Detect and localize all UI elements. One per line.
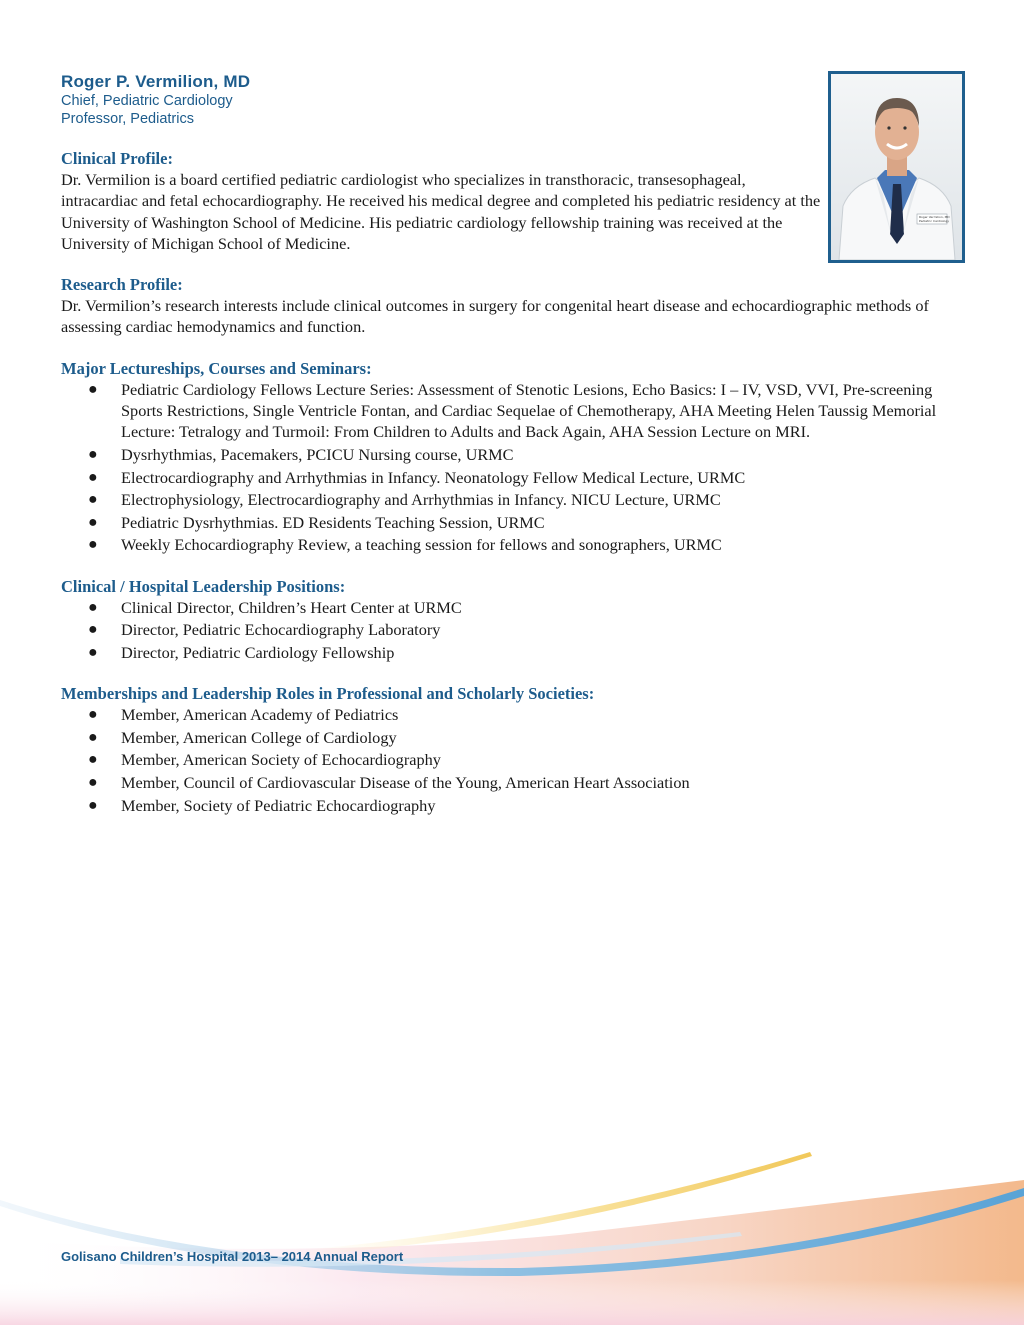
footer-report-title: Golisano Children’s Hospital 2013– 2014 Annual Report	[61, 1249, 404, 1264]
list-item: ● Member, American Academy of Pediatrics	[88, 705, 399, 725]
bullet-icon: ●	[88, 751, 98, 769]
list-item: ● Director, Pediatric Echocardiography Laboratory	[88, 620, 441, 640]
list-item: ● Member, Council of Cardiovascular Disease of the Young, American Heart Association	[88, 772, 690, 792]
physician-name: Roger P. Vermilion, MD	[61, 72, 251, 91]
clinical-profile-section	[61, 148, 966, 254]
job-title-professor: Professor, Pediatrics	[61, 111, 194, 127]
research-profile-section	[61, 274, 966, 338]
clinical-profile-text: Dr. Vermilion is a board certified pediatric cardiologist who specializes in transthoracic, transesophageal, intracardiac and fetal echocardiography. He received his medical degree and completed his pediatric residency at the University of Washington School of Medicine. His pediatric cardiology fellowship training was received at the University of Michigan School of Medicine.	[61, 170, 821, 253]
list-item: ● Pediatric Dysrhythmias. ED Residents Teaching Session, URMC	[88, 512, 545, 532]
list-item: ● Electrocardiography and Arrhythmias in Infancy. Neonatology Fellow Medical Lecture, URMC	[88, 467, 746, 487]
bullet-icon: ●	[88, 598, 98, 616]
lectureships-section	[61, 358, 966, 556]
research-profile-text: Dr. Vermilion’s research interests include clinical outcomes in surgery for congenital heart disease and echocardiographic methods of assessing cardiac hemodynamics and function.	[61, 296, 929, 337]
leadership-heading: Clinical / Hospital Leadership Positions:	[61, 576, 346, 596]
memberships-heading: Memberships and Leadership Roles in Professional and Scholarly Societies:	[61, 684, 595, 704]
list-item: ● Electrophysiology, Electrocardiography and Arrhythmias in Infancy. NICU Lecture, URMC	[88, 490, 721, 510]
header	[61, 72, 801, 128]
lectureships-heading: Major Lectureships, Courses and Seminars:	[61, 358, 372, 378]
leadership-list	[61, 597, 966, 663]
bullet-icon: ●	[88, 491, 98, 509]
memberships-section	[61, 683, 966, 816]
bullet-icon: ●	[88, 445, 98, 463]
list-item: ● Member, American Society of Echocardiography	[88, 750, 441, 770]
list-item: ● Director, Pediatric Cardiology Fellowship	[88, 642, 395, 662]
lectureships-list	[61, 379, 966, 556]
job-title-chief: Chief, Pediatric Cardiology	[61, 93, 233, 109]
list-item: ● Weekly Echocardiography Review, a teaching session for fellows and sonographers, URMC	[88, 535, 722, 555]
bullet-icon: ●	[88, 621, 98, 639]
leadership-section	[61, 576, 966, 663]
bullet-icon: ●	[88, 380, 98, 398]
bio-content	[61, 148, 966, 836]
bullet-icon: ●	[88, 728, 98, 746]
list-item: ● Pediatric Cardiology Fellows Lecture Series: Assessment of Stenotic Lesions, Echo Basics: I – IV, VSD, VVI, Pre-screening Sports Restrictions, Single Ventricle Fontan, and Cardiac Sequelae of Chemotherapy, AHA Meeting Helen Taussig Memorial Lecture: Tetralogy and Turmoil: From Children to Adults and Back Again, AHA Session Lecture on MRI.	[88, 379, 937, 442]
list-item: ● Member, American College of Cardiology	[88, 727, 397, 747]
memberships-list	[61, 704, 966, 816]
bullet-icon: ●	[88, 643, 98, 661]
badge-text-department: Pediatric Cardiology	[919, 219, 950, 223]
bullet-icon: ●	[88, 706, 98, 724]
clinical-profile-heading: Clinical Profile:	[61, 149, 173, 168]
list-item: ● Clinical Director, Children’s Heart Center at URMC	[88, 597, 462, 617]
bullet-icon: ●	[88, 468, 98, 486]
bullet-icon: ●	[88, 513, 98, 531]
footer-swoosh-decoration	[0, 1140, 1024, 1325]
list-item: ● Dysrhythmias, Pacemakers, PCICU Nursing course, URMC	[88, 444, 514, 464]
bullet-icon: ●	[88, 773, 98, 791]
research-profile-heading: Research Profile:	[61, 275, 183, 295]
bullet-icon: ●	[88, 536, 98, 554]
badge-text-name: Roger Vermilion, MD	[919, 215, 950, 219]
list-item: ● Member, Society of Pediatric Echocardiography	[88, 795, 436, 815]
bullet-icon: ●	[88, 796, 98, 814]
